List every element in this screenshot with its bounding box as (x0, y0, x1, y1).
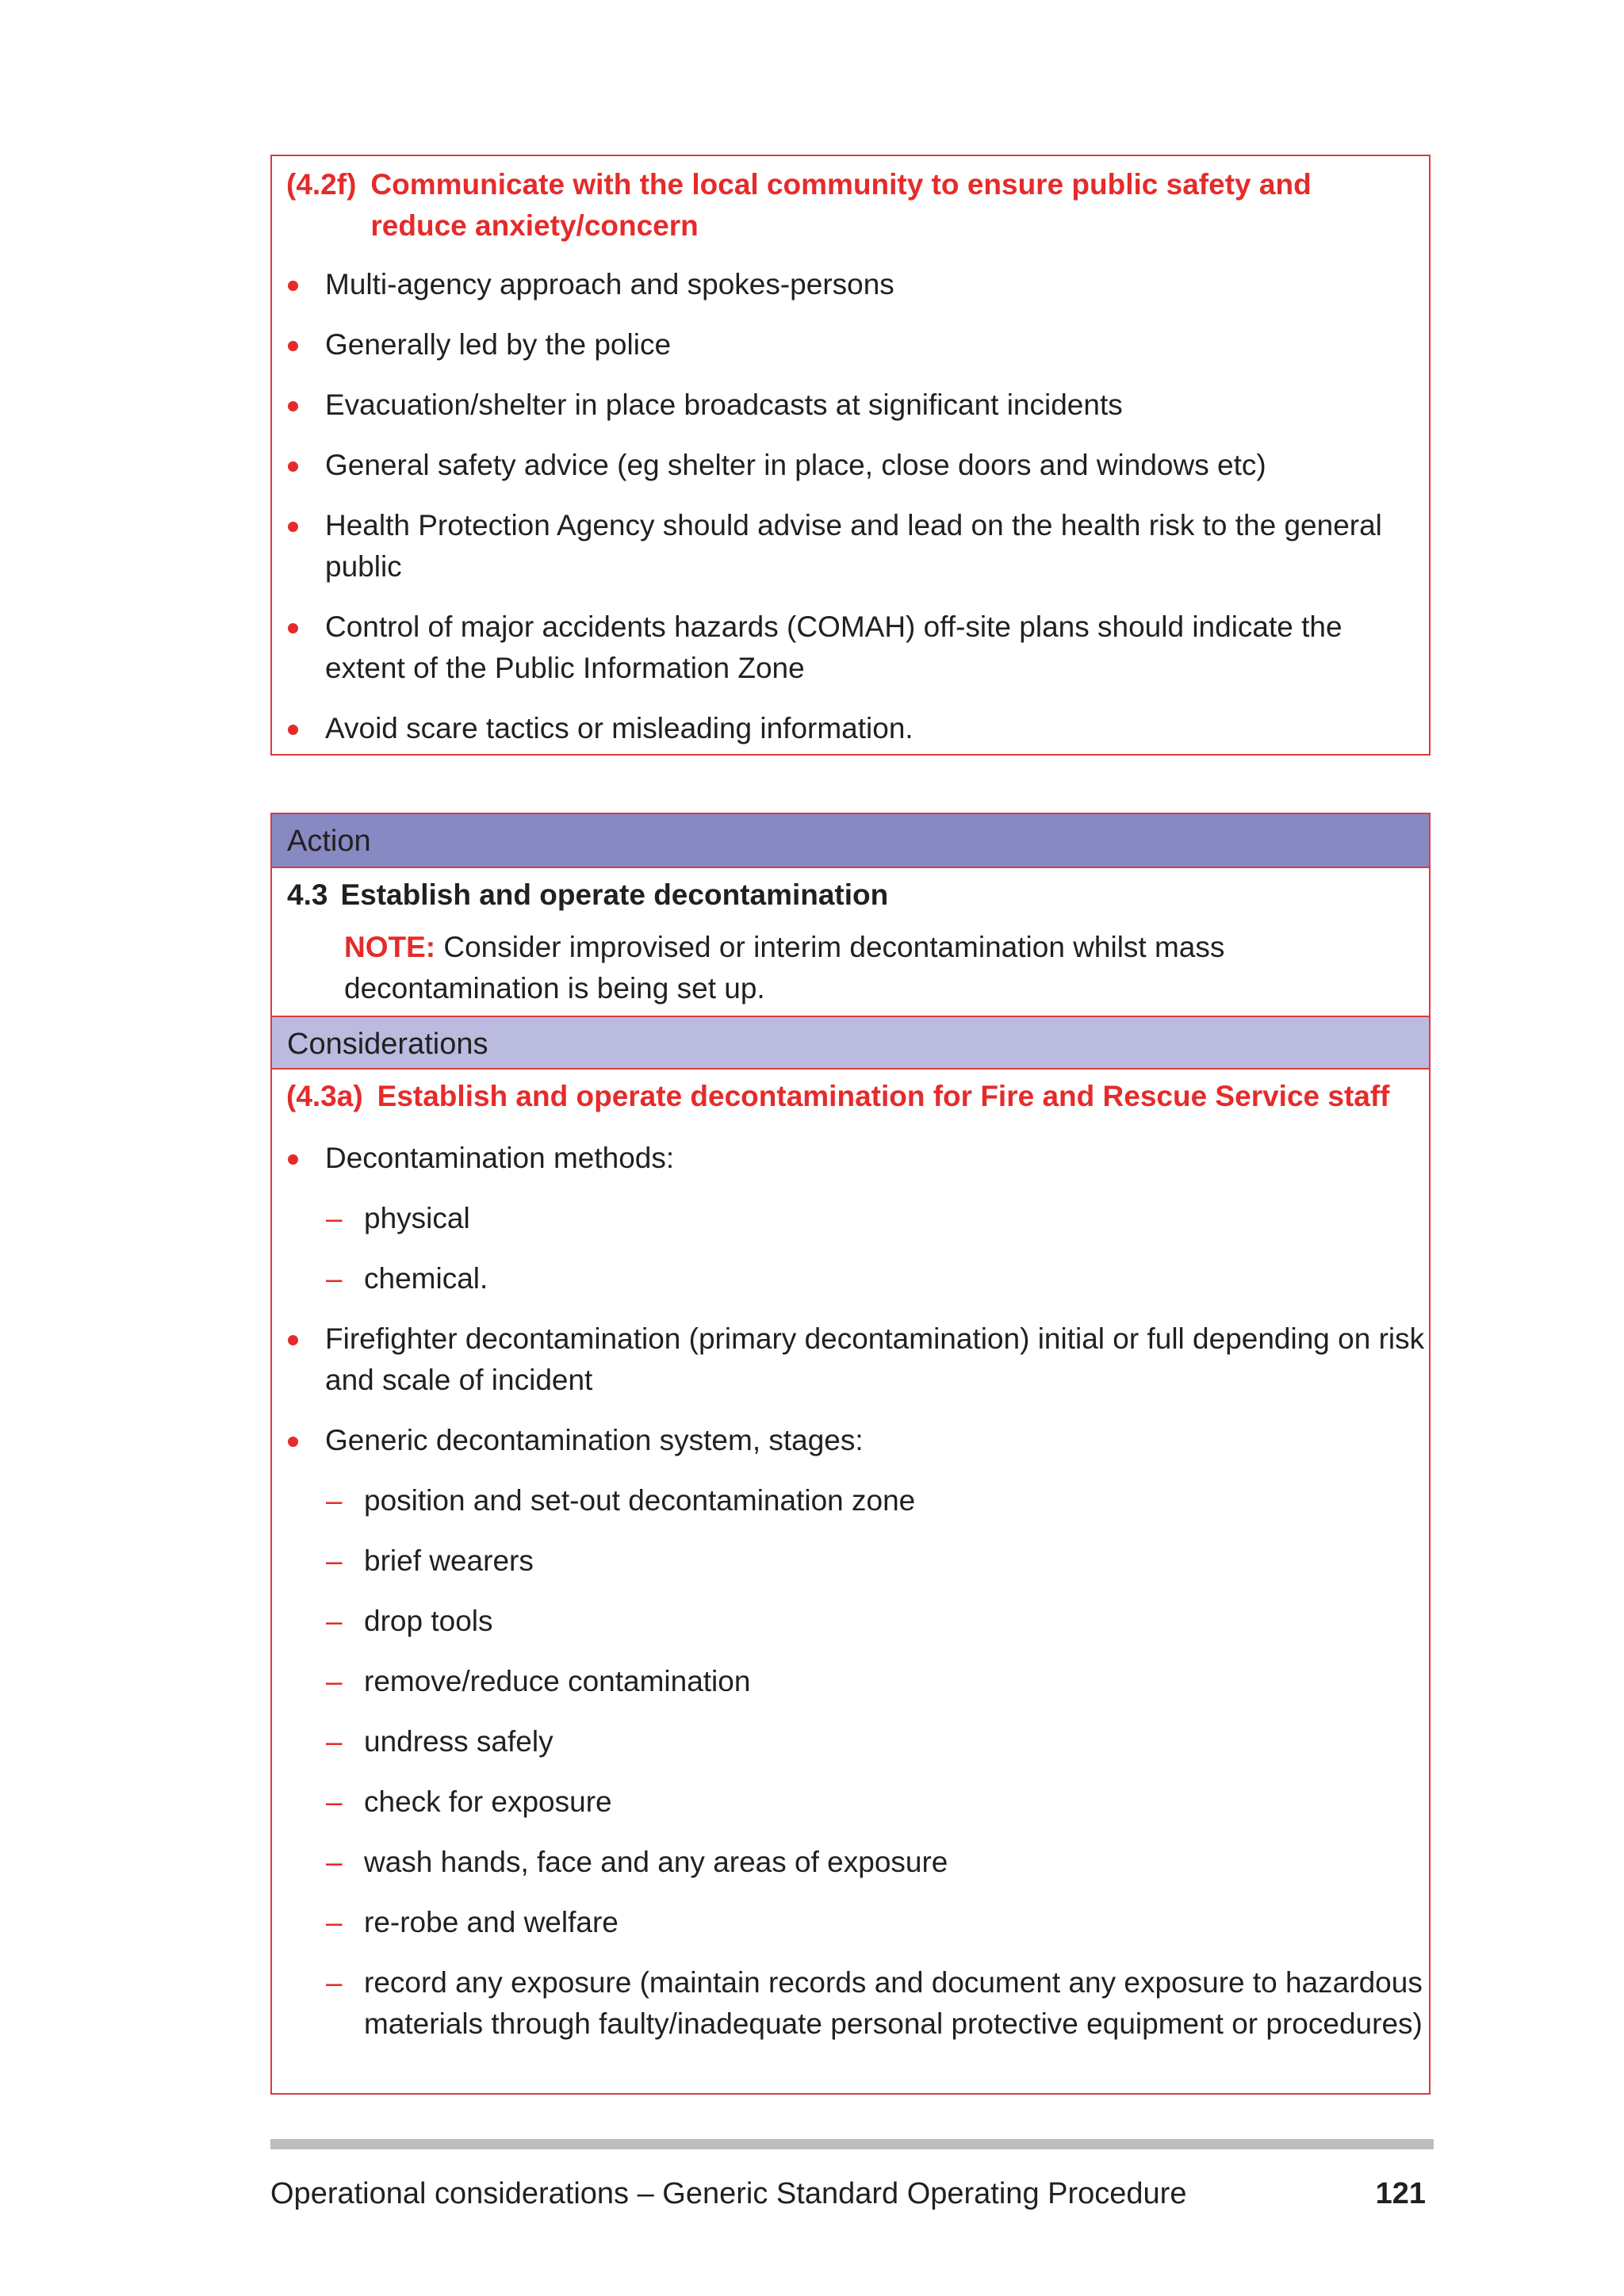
section-heading (272, 1076, 1429, 1117)
bullet-icon (288, 1335, 298, 1345)
bullet-icon (288, 522, 298, 532)
bullet-icon (288, 281, 298, 291)
dash-icon: – (326, 1544, 343, 1577)
bullet-icon (288, 461, 298, 472)
note-text: Consider improvised or interim decontamination whilst mass decontamination is being set up. (344, 931, 1225, 1004)
action-title (287, 873, 1414, 917)
dash-icon: – (326, 1846, 343, 1878)
sub-list-item: – chemical. (272, 1258, 1429, 1299)
list-item: Avoid scare tactics or misleading information. (272, 708, 1414, 749)
heading-number: (4.2f) (286, 168, 357, 201)
sub-list-item: – remove/reduce contamination (272, 1661, 1429, 1702)
heading-text: Communicate with the local community to ensure public safety and reduce anxiety/concern (370, 168, 1312, 242)
list-item: Evacuation/shelter in place broadcasts at significant incidents (272, 385, 1414, 426)
list-item: Generic decontamination system, stages: (272, 1420, 1429, 1461)
list-item: Generally led by the police (272, 324, 1414, 365)
sub-list-item: – check for exposure (272, 1781, 1429, 1823)
dash-icon: – (326, 1202, 343, 1234)
bullet-list (272, 264, 1414, 768)
dash-icon: – (326, 1665, 343, 1697)
list-item: General safety advice (eg shelter in place, close doors and windows etc) (272, 445, 1414, 486)
note-label: NOTE: (344, 931, 436, 963)
dash-icon: – (326, 1725, 343, 1758)
dash-icon: – (326, 1785, 343, 1818)
action-title-text: Establish and operate decontamination (340, 878, 889, 911)
action-band: Action (272, 814, 1429, 868)
sub-list-item: – position and set-out decontamination zone (272, 1480, 1429, 1521)
consideration-box-4-2f (270, 155, 1431, 756)
bullet-icon (288, 401, 298, 411)
list-item: Health Protection Agency should advise and lead on the health risk to the general public (272, 505, 1414, 587)
dash-icon: – (326, 1262, 343, 1295)
footer-title: Operational considerations – Generic Standard Operating Procedure (270, 2177, 1187, 2210)
sub-list-item: – undress safely (272, 1721, 1429, 1762)
page-number: 121 (1375, 2177, 1426, 2210)
dash-icon: – (326, 1906, 343, 1938)
list-item: Decontamination methods: (272, 1138, 1429, 1179)
sub-list-item: – wash hands, face and any areas of exposure (272, 1842, 1429, 1883)
sub-list-item: – record any exposure (maintain records and document any exposure to hazardous materials through faulty/inadequate personal protective equipment or procedures) (272, 1962, 1429, 2045)
heading-text: Establish and operate decontamination for Fire and Rescue Service staff (377, 1080, 1390, 1112)
section-heading (286, 164, 1412, 247)
sub-list-item: – physical (272, 1198, 1429, 1239)
dash-icon: – (326, 1966, 343, 1999)
bullet-icon (288, 341, 298, 351)
list-item: Firefighter decontamination (primary decontamination) initial or full depending on risk and scale of incident (272, 1318, 1429, 1401)
sub-list-item: – re-robe and welfare (272, 1902, 1429, 1943)
bullet-icon (288, 1437, 298, 1447)
list-item: Control of major accidents hazards (COMAH) off-site plans should indicate the extent of the Public Information Zone (272, 607, 1414, 689)
considerations-body (272, 1070, 1429, 2045)
bullet-icon (288, 1154, 298, 1165)
bullet-icon (288, 623, 298, 633)
considerations-band: Considerations (272, 1016, 1429, 1070)
action-box-4-3 (270, 813, 1431, 2095)
sub-list-item: – brief wearers (272, 1540, 1429, 1582)
action-body (272, 868, 1429, 1016)
dash-icon: – (326, 1605, 343, 1637)
list-item: Multi-agency approach and spokes-persons (272, 264, 1414, 305)
action-number: 4.3 (287, 878, 328, 911)
footer-divider (270, 2139, 1434, 2149)
dash-icon: – (326, 1484, 343, 1517)
bullet-icon (288, 725, 298, 735)
bullet-list (272, 1138, 1429, 2045)
heading-number: (4.3a) (286, 1080, 363, 1112)
sub-list-item: – drop tools (272, 1601, 1429, 1642)
note (287, 927, 1414, 1009)
